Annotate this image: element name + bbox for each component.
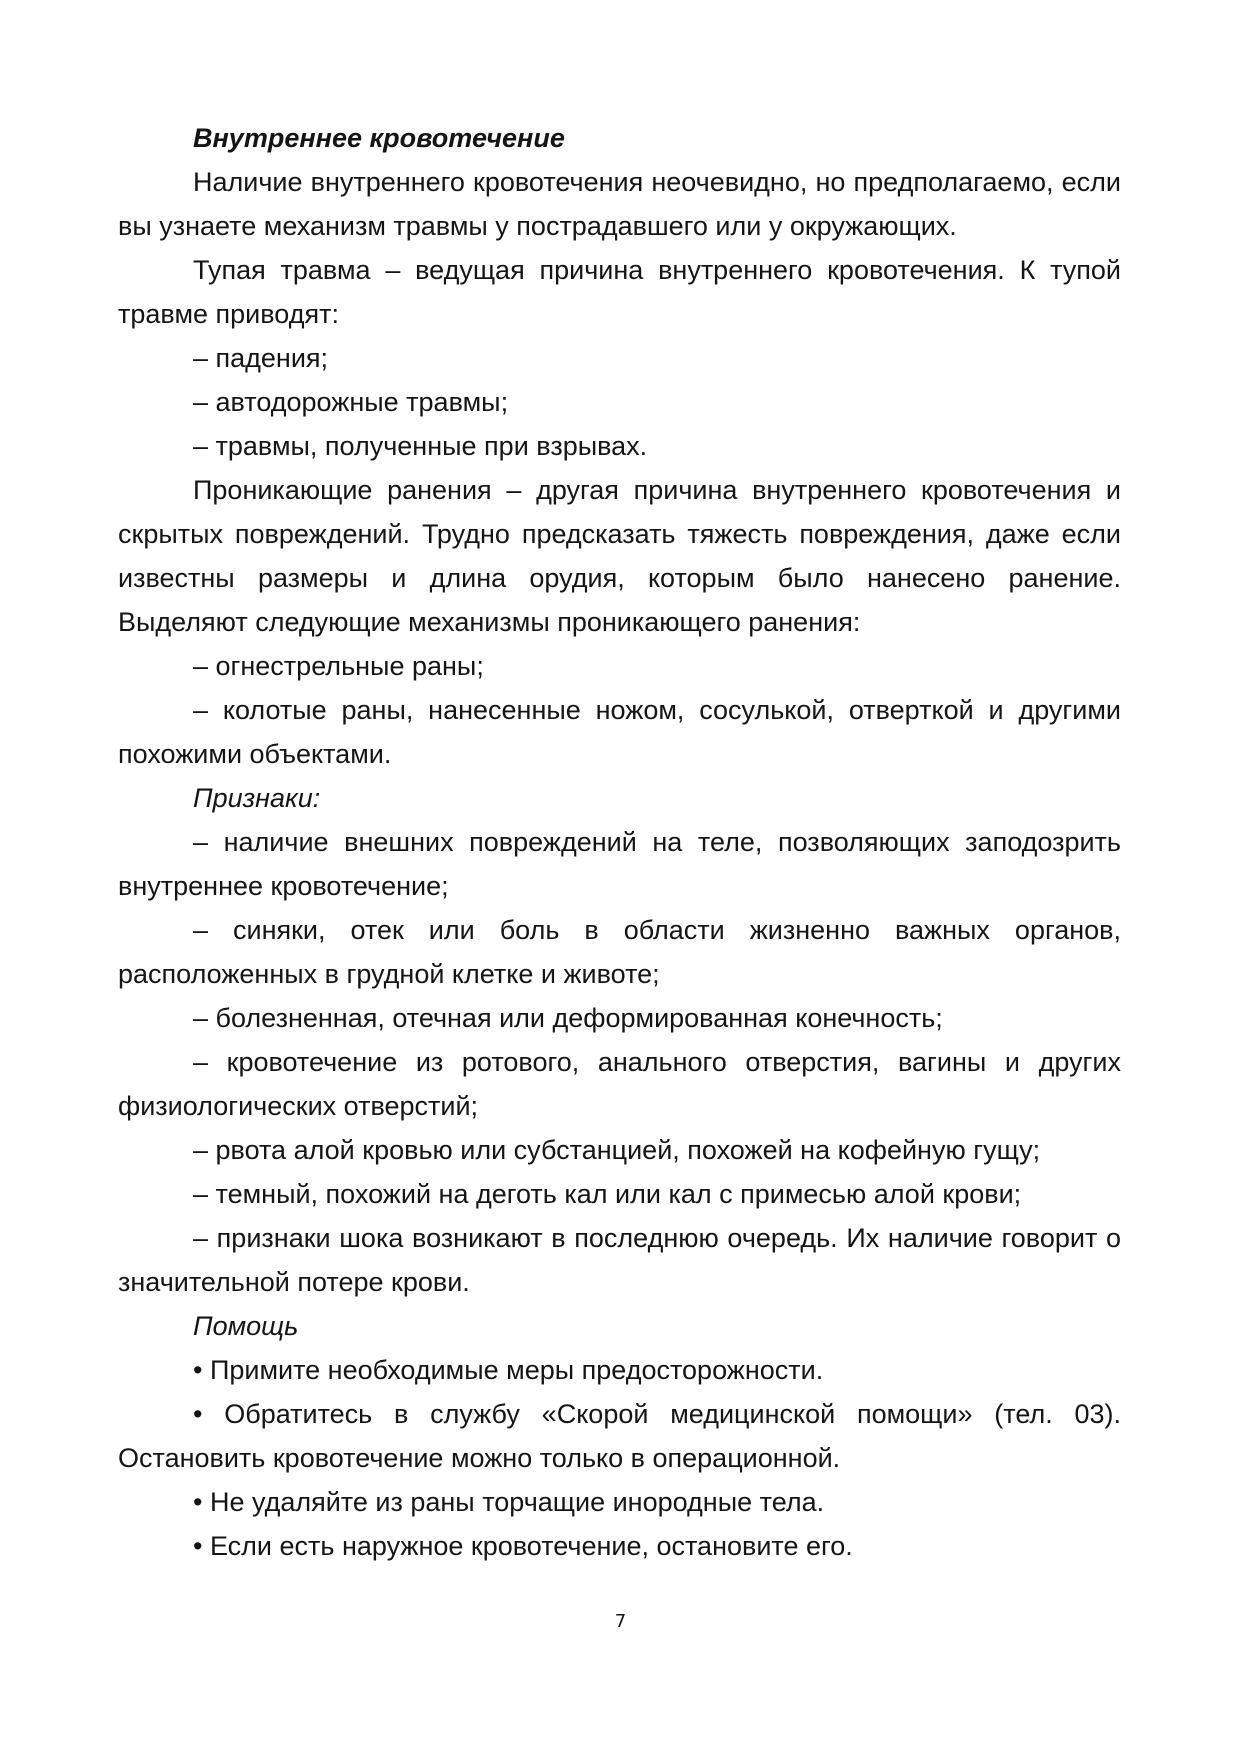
list-item-help: • Обратитесь в службу «Скорой медицинской помощи» (тел. 03). Остановить кровотечение можно только в операционной. <box>118 1399 1121 1473</box>
list-item-sign: – болезненная, отечная или деформированная конечность; <box>193 1003 943 1033</box>
paragraph-penetrating: Проникающие ранения – другая причина внутреннего кровотечения и скрытых повреждений. Трудно предсказать тяжесть повреждения, даже если известны размеры и длина орудия, которым было нанесено ранение. Выделяют следующие механизмы проникающего ранения: <box>118 475 1121 637</box>
list-item-blunt-cause: – падения; <box>193 343 329 373</box>
list-item-blunt-cause: – автодорожные травмы; <box>193 387 509 417</box>
signs-heading: Признаки: <box>193 783 321 813</box>
help-heading: Помощь <box>193 1311 299 1341</box>
list-item-help: • Если есть наружное кровотечение, остановите его. <box>193 1531 853 1561</box>
page-content <box>118 116 1121 1568</box>
paragraph-intro: Наличие внутреннего кровотечения неочевидно, но предполагаемо, если вы узнаете механизм травмы у пострадавшего или у окружающих. <box>118 167 1121 241</box>
list-item-sign: – наличие внешних повреждений на теле, позволяющих заподозрить внутреннее кровотечение; <box>118 827 1121 901</box>
list-item-help: • Не удаляйте из раны торчащие инородные тела. <box>193 1487 825 1517</box>
list-item-sign: – рвота алой кровью или субстанцией, похожей на кофейную гущу; <box>193 1135 1041 1165</box>
list-item-sign: – темный, похожий на деготь кал или кал с примесью алой крови; <box>193 1179 1022 1209</box>
list-item-penetrating-cause: – огнестрельные раны; <box>193 651 484 681</box>
list-item-sign: – кровотечение из ротового, анального отверстия, вагины и других физиологических отверстий; <box>118 1047 1121 1121</box>
page-number: 7 <box>614 1611 627 1632</box>
list-item-blunt-cause: – травмы, полученные при взрывах. <box>193 431 648 461</box>
section-heading: Внутреннее кровотечение <box>193 123 565 153</box>
list-item-sign: – признаки шока возникают в последнюю очередь. Их наличие говорит о значительной потере крови. <box>118 1223 1121 1297</box>
list-item-help: • Примите необходимые меры предосторожности. <box>193 1355 824 1385</box>
list-item-sign: – синяки, отек или боль в области жизненно важных органов, расположенных в грудной клетке и животе; <box>118 915 1121 989</box>
paragraph-blunt-trauma: Тупая травма – ведущая причина внутреннего кровотечения. К тупой травме приводят: <box>118 255 1121 329</box>
list-item-penetrating-cause: – колотые раны, нанесенные ножом, сосулькой, отверткой и другими похожими объектами. <box>118 695 1121 769</box>
